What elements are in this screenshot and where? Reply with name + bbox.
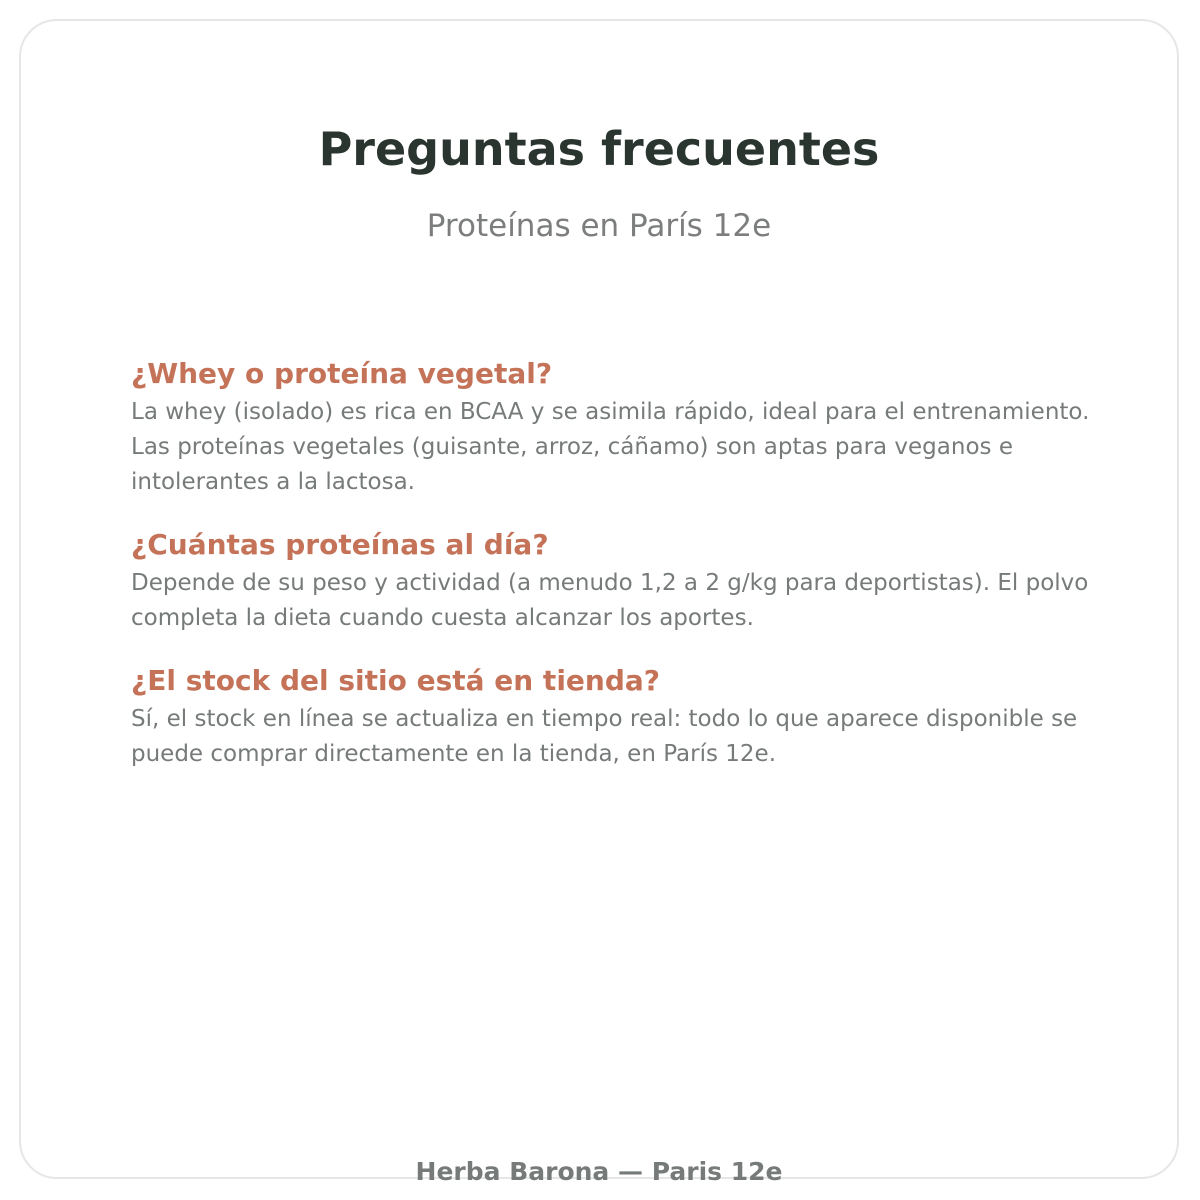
- faq-item: [131, 525, 1131, 636]
- faq-answer: La whey (isolado) es rica en BCAA y se asimila rápido, ideal para el entrenamiento. Las proteínas vegetales (guisante, arroz, cáñamo) son aptas para veganos e intolerantes a la lactosa.: [131, 399, 1090, 495]
- faq-item: [131, 354, 1131, 500]
- faq-question: ¿El stock del sitio está en tienda?: [131, 664, 661, 697]
- faq-answer: Sí, el stock en línea se actualiza en tiempo real: todo lo que aparece disponible se puede comprar directamente en la tienda, en París 12e.: [131, 706, 1078, 767]
- faq-card: [19, 19, 1179, 1186]
- faq-question: ¿Whey o proteína vegetal?: [131, 357, 553, 390]
- faq-item: [131, 661, 1131, 772]
- page-subtitle: Proteínas en París 12e: [426, 208, 772, 244]
- page-title: Preguntas frecuentes: [318, 122, 880, 176]
- faq-question: ¿Cuántas proteínas al día?: [131, 528, 549, 561]
- faq-list: [131, 354, 1131, 797]
- footer-brand: Herba Barona — Paris 12e: [415, 1157, 783, 1186]
- faq-answer: Depende de su peso y actividad (a menudo 1,2 a 2 g/kg para deportistas). El polvo completa la dieta cuando cuesta alcanzar los aportes.: [131, 570, 1089, 631]
